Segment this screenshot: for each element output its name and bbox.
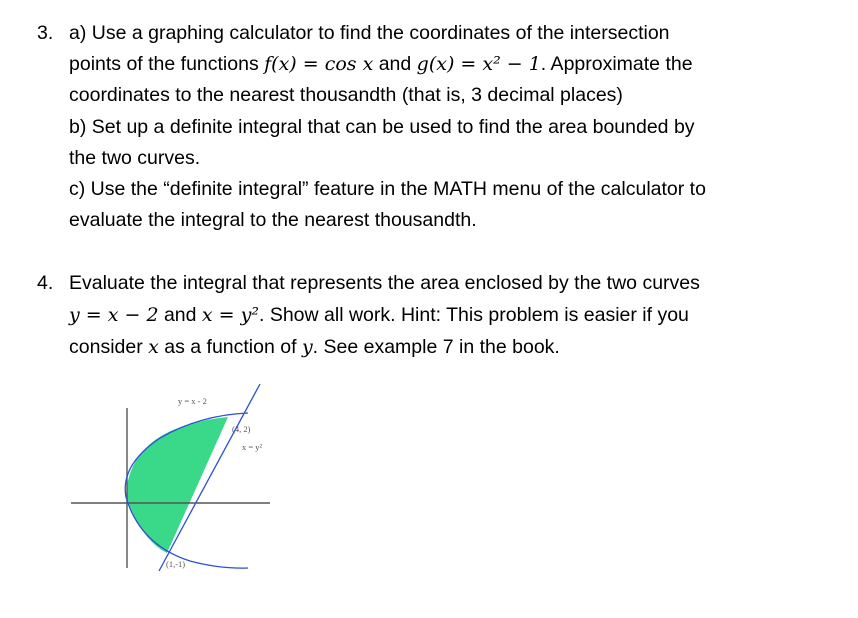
area-figure xyxy=(60,375,290,585)
problem-4-line-2 xyxy=(69,306,689,326)
label-line-equation: y = x - 2 xyxy=(178,396,207,406)
and-word: and xyxy=(158,304,202,326)
problem-3a-line-2 xyxy=(69,55,693,75)
problem-3-number: 3. xyxy=(37,22,54,44)
problem-4-line-1: Evaluate the integral that represents the area enclosed by the two curves xyxy=(69,272,700,294)
function-g-expression: g(x) = x² − 1 xyxy=(416,53,541,75)
problem-4-number: 4. xyxy=(37,272,54,294)
problem-3c-line-1: c) Use the “definite integral” feature in the MATH menu of the calculator to xyxy=(69,178,706,200)
problem-3a-text-end: . Approximate the xyxy=(540,53,693,75)
problem-3a-line-3: coordinates to the nearest thousandth (that is, 3 decimal places) xyxy=(69,84,623,106)
function-f-expression: f(x) = cos x xyxy=(264,53,374,75)
problem-4-line-3 xyxy=(69,338,560,358)
problem-3b-line-1: b) Set up a definite integral that can be used to find the area bounded by xyxy=(69,116,695,138)
variable-y: y xyxy=(301,336,313,358)
problem-3c-line-2: evaluate the integral to the nearest thousandth. xyxy=(69,209,477,231)
and-word: and xyxy=(373,53,417,75)
area-figure-svg xyxy=(60,375,290,585)
problem-4-text-a: consider xyxy=(69,336,149,358)
problem-3a-text: points of the functions xyxy=(69,53,265,75)
problem-3b-line-2: the two curves. xyxy=(69,147,201,169)
equation-parabola: x = y² xyxy=(201,304,259,326)
problem-4-text: . Show all work. Hint: This problem is easier if you xyxy=(259,304,689,326)
equation-line: y = x − 2 xyxy=(69,304,159,326)
problem-3a-line-1: a) Use a graphing calculator to find the coordinates of the intersection xyxy=(69,22,670,44)
problem-4-text-b: as a function of xyxy=(158,336,302,358)
label-point-lower: (1,-1) xyxy=(166,559,186,569)
variable-x: x xyxy=(148,336,159,358)
label-parabola-equation: x = y² xyxy=(242,442,263,452)
label-point-upper: (4, 2) xyxy=(232,424,251,434)
problem-4-text-c: . See example 7 in the book. xyxy=(312,336,560,358)
shaded-region xyxy=(126,417,228,553)
